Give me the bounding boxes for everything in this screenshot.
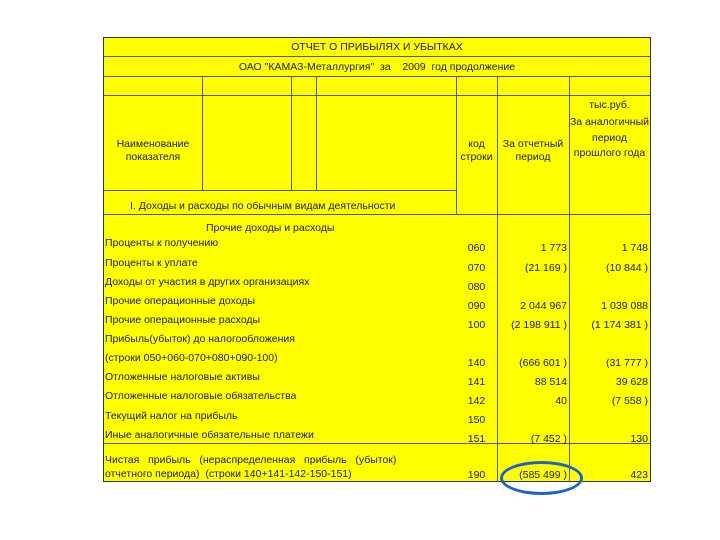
row-current-value: (21 169 ) xyxy=(524,262,567,274)
row-code: 100 xyxy=(467,319,486,331)
final-row-previous-value: 423 xyxy=(630,469,648,481)
section-title: I. Доходы и расходы по обычным видам деятельности xyxy=(130,200,396,212)
row-current-value: (7 452 ) xyxy=(530,433,567,445)
row-previous-value: 1 039 088 xyxy=(601,300,648,312)
grid-line xyxy=(497,76,498,482)
report-subtitle: ОАО "КАМАЗ-Металлургия" за 2009 год продолжение xyxy=(238,61,516,73)
row-previous-value: 39 628 xyxy=(615,376,648,388)
row-name: Прибыль(убыток) до налогообложения xyxy=(105,333,295,345)
units-label: тыс.руб. xyxy=(589,99,630,111)
row-code: 151 xyxy=(467,433,486,445)
row-previous-value: (31 777 ) xyxy=(605,357,648,369)
row-current-value: 2 044 967 xyxy=(520,300,567,312)
row-code: 070 xyxy=(467,262,486,274)
row-name: Текущий налог на прибыль xyxy=(105,410,238,422)
row-current-value: 88 514 xyxy=(534,376,567,388)
row-code: 140 xyxy=(467,357,486,369)
row-code: 142 xyxy=(467,395,486,407)
row-name: (строки 050+060-070+080+090-100) xyxy=(105,352,278,364)
grid-line xyxy=(291,76,292,191)
row-previous-value: (10 844 ) xyxy=(605,262,648,274)
grid-line xyxy=(104,56,650,57)
row-name: Прочие операционные доходы xyxy=(105,295,256,307)
row-name: Отложенные налоговые активы xyxy=(105,371,260,383)
column-header-previous: За аналогичный период прошлого года xyxy=(569,116,650,159)
row-name: Иные аналогичные обязательные платежи xyxy=(105,429,314,441)
final-row-current-value: (585 499 ) xyxy=(519,469,567,481)
row-code: 150 xyxy=(467,414,486,426)
row-code: 080 xyxy=(467,281,486,293)
row-current-value: 40 xyxy=(555,395,567,407)
row-name: Проценты к получению xyxy=(105,237,219,249)
row-name: Отложенные налоговые обязательства xyxy=(105,390,297,402)
final-row-name-line2: отчетного периода) (строки 140+141-142-150-151) xyxy=(105,468,352,480)
final-row-name-line1: Чистая прибыль (нераспределенная прибыль (убыток) xyxy=(105,454,397,466)
row-name: Прочие операционные расходы xyxy=(105,314,261,326)
section-subtitle: Прочие доходы и расходы xyxy=(206,222,335,234)
highlight-ellipse xyxy=(500,461,583,495)
income-statement-sheet xyxy=(103,37,651,482)
row-previous-value: 1 748 xyxy=(621,242,648,254)
row-code: 141 xyxy=(467,376,486,388)
row-code: 060 xyxy=(467,242,486,254)
column-header-code: код строки xyxy=(460,138,493,163)
row-previous-value: 130 xyxy=(630,433,648,445)
report-title: ОТЧЕТ О ПРИБЫЛЯХ И УБЫТКАХ xyxy=(291,41,463,53)
row-previous-value: (1 174 381 ) xyxy=(591,319,648,331)
row-current-value: 1 773 xyxy=(540,242,567,254)
row-name: Доходы от участия в других организациях xyxy=(105,276,310,288)
column-header-name: Наименование показателя xyxy=(116,138,190,163)
grid-line xyxy=(104,190,456,191)
column-header-current: За отчетный период xyxy=(502,138,564,163)
grid-line xyxy=(316,76,317,191)
row-previous-value: (7 558 ) xyxy=(611,395,648,407)
final-row-code: 190 xyxy=(467,469,486,481)
row-current-value: (2 198 911 ) xyxy=(511,319,567,331)
row-current-value: (666 601 ) xyxy=(519,357,567,369)
row-name: Проценты к уплате xyxy=(105,257,198,269)
row-code: 090 xyxy=(467,300,486,312)
grid-line xyxy=(202,76,203,191)
